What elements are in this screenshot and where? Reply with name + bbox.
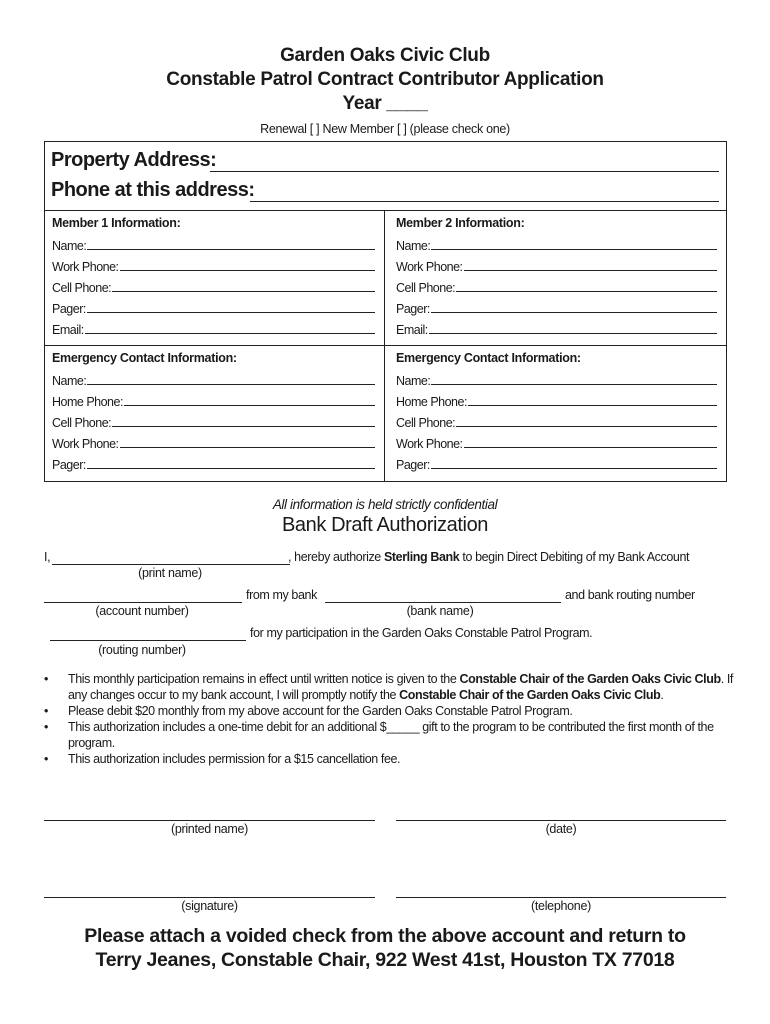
field-label: Email: [52, 323, 84, 337]
authorize-text [288, 550, 689, 564]
member1-email-field[interactable] [85, 333, 375, 334]
property-phone-label: Phone at this address: [51, 179, 255, 201]
printed-name-caption: (printed name) [170, 822, 249, 836]
member2-email-field[interactable] [429, 333, 717, 334]
routing-text: and bank routing number [565, 588, 695, 602]
emergency2-pager-row[interactable] [396, 451, 717, 472]
member1-cell-phone-row[interactable] [52, 274, 375, 295]
bullet-item-gift [44, 719, 734, 751]
emergency2-work-phone-field[interactable] [464, 447, 717, 448]
member2-section [385, 212, 726, 345]
property-phone-field[interactable] [250, 201, 719, 202]
emergency1-work-phone-field[interactable] [120, 447, 375, 448]
emergency1-name-field[interactable] [87, 384, 375, 385]
signature-caption: (signature) [181, 899, 238, 913]
emergency2-cell-phone-field[interactable] [456, 426, 717, 427]
member1-pager-row[interactable] [52, 295, 375, 316]
bullet-text: This monthly participation remains in effect until written notice is given to the [68, 672, 460, 686]
field-label: Pager: [396, 458, 430, 472]
emergency2-cell-phone-row[interactable] [396, 409, 717, 430]
emergency2-name-field[interactable] [431, 384, 717, 385]
emergency1-pager-row[interactable] [52, 451, 375, 472]
member1-work-phone-row[interactable] [52, 253, 375, 274]
bullet-bold-text: Constable Chair of the Garden Oaks Civic Club [399, 688, 661, 702]
from-my-bank-text: from my bank [246, 588, 317, 602]
emergency1-cell-phone-row[interactable] [52, 409, 375, 430]
field-label: Name: [52, 239, 87, 253]
field-label: Work Phone: [396, 260, 463, 274]
field-label: Cell Phone: [52, 281, 112, 295]
member1-section [45, 212, 384, 345]
telephone-caption: (telephone) [531, 899, 591, 913]
emergency1-cell-phone-field[interactable] [112, 426, 375, 427]
member2-email-row[interactable] [396, 316, 717, 337]
date-field[interactable] [396, 820, 726, 821]
authorize-prefix: I, [44, 550, 51, 564]
field-label: Name: [396, 239, 431, 253]
field-label: Work Phone: [52, 437, 119, 451]
emergency1-heading: Emergency Contact Information: [52, 351, 237, 365]
field-label: Pager: [52, 458, 86, 472]
grid-divider-top [44, 210, 727, 211]
bank-name-field[interactable] [325, 602, 561, 603]
member2-work-phone-row[interactable] [396, 253, 717, 274]
member1-name-row[interactable] [52, 232, 375, 253]
emergency2-home-phone-row[interactable] [396, 388, 717, 409]
emergency1-section [45, 347, 384, 481]
print-name-caption: (print name) [138, 566, 202, 580]
account-number-caption: (account number) [95, 604, 189, 618]
signature-field[interactable] [44, 897, 375, 898]
bullet-text: . [660, 688, 664, 702]
member1-email-row[interactable] [52, 316, 375, 337]
bullet-bold-text: Constable Chair of the Garden Oaks Civic Club [459, 672, 721, 686]
field-label: Work Phone: [396, 437, 463, 451]
field-label: Home Phone: [52, 395, 123, 409]
bullet-text: Please debit $20 monthly from my above account for the Garden Oaks Constable Patrol Program. [68, 704, 573, 718]
bullet-item-notice [44, 671, 734, 703]
field-label: Cell Phone: [396, 416, 456, 430]
confidential-note: All information is held strictly confidential [272, 497, 498, 512]
field-label: Pager: [396, 302, 430, 316]
bullet-text: This authorization includes permission for a $15 cancellation fee. [68, 752, 401, 766]
member2-pager-row[interactable] [396, 295, 717, 316]
field-label: Cell Phone: [396, 281, 456, 295]
bank-name-bold: Sterling Bank [383, 550, 460, 564]
authorize-suffix: to begin Direct Debiting of my Bank Account [459, 550, 690, 564]
bank-name-caption: (bank name) [406, 604, 474, 618]
member2-cell-phone-field[interactable] [456, 291, 717, 292]
emergency1-pager-field[interactable] [87, 468, 375, 469]
emergency2-work-phone-row[interactable] [396, 430, 717, 451]
account-number-field[interactable] [44, 602, 242, 603]
renewal-line: Renewal [ ] New Member [ ] (please check one) [260, 122, 510, 136]
year-line: Year ____ [342, 93, 428, 114]
bullet-icon: • [44, 752, 48, 766]
footer-line-2: Terry Jeanes, Constable Chair, 922 West 41st, Houston TX 77018 [95, 949, 675, 971]
field-label: Home Phone: [396, 395, 467, 409]
bullet-text: . If any changes occur to my bank account, I will promptly notify the [68, 672, 734, 702]
printed-name-field[interactable] [44, 820, 375, 821]
member2-work-phone-field[interactable] [464, 270, 717, 271]
routing-number-caption: (routing number) [98, 643, 186, 657]
print-name-field[interactable] [52, 564, 290, 565]
bullet-text: This authorization includes a one-time debit for an additional $_____ gift to the program to be contributed the first month of the program. [68, 720, 714, 750]
footer-line-1: Please attach a voided check from the above account and return to [84, 925, 686, 947]
bank-draft-title: Bank Draft Authorization [281, 514, 489, 536]
field-label: Name: [52, 374, 87, 388]
member1-pager-field[interactable] [87, 312, 375, 313]
member1-cell-phone-field[interactable] [112, 291, 375, 292]
authorize-mid: , hereby authorize [288, 550, 384, 564]
field-label: Name: [396, 374, 431, 388]
field-label: Email: [396, 323, 428, 337]
telephone-field[interactable] [396, 897, 726, 898]
property-address-label: Property Address: [51, 149, 217, 171]
emergency2-name-row[interactable] [396, 367, 717, 388]
emergency2-pager-field[interactable] [431, 468, 717, 469]
emergency2-home-phone-field[interactable] [468, 405, 717, 406]
routing-number-field[interactable] [50, 640, 246, 641]
field-label: Work Phone: [52, 260, 119, 274]
member1-heading: Member 1 Information: [52, 216, 181, 230]
bullet-icon: • [44, 720, 48, 734]
form-title: Constable Patrol Contract Contributor Application [166, 69, 604, 90]
member2-heading: Member 2 Information: [396, 216, 525, 230]
member1-name-field[interactable] [87, 249, 375, 250]
property-address-field[interactable] [210, 171, 719, 172]
emergency1-home-phone-field[interactable] [124, 405, 375, 406]
member2-name-field[interactable] [431, 249, 717, 250]
participation-text: for my participation in the Garden Oaks Constable Patrol Program. [250, 626, 593, 640]
field-label: Cell Phone: [52, 416, 112, 430]
emergency1-name-row[interactable] [52, 367, 375, 388]
bullet-icon: • [44, 704, 48, 718]
field-label: Pager: [52, 302, 86, 316]
grid-divider-mid [44, 345, 727, 346]
bullet-item-debit [44, 703, 734, 719]
bullet-icon: • [44, 672, 48, 686]
member2-pager-field[interactable] [431, 312, 717, 313]
date-caption: (date) [545, 822, 577, 836]
emergency1-home-phone-row[interactable] [52, 388, 375, 409]
member1-work-phone-field[interactable] [120, 270, 375, 271]
member2-name-row[interactable] [396, 232, 717, 253]
member2-cell-phone-row[interactable] [396, 274, 717, 295]
emergency1-work-phone-row[interactable] [52, 430, 375, 451]
bullet-item-fee [44, 751, 734, 767]
emergency2-heading: Emergency Contact Information: [396, 351, 581, 365]
org-title: Garden Oaks Civic Club [280, 45, 490, 66]
emergency2-section [385, 347, 726, 481]
